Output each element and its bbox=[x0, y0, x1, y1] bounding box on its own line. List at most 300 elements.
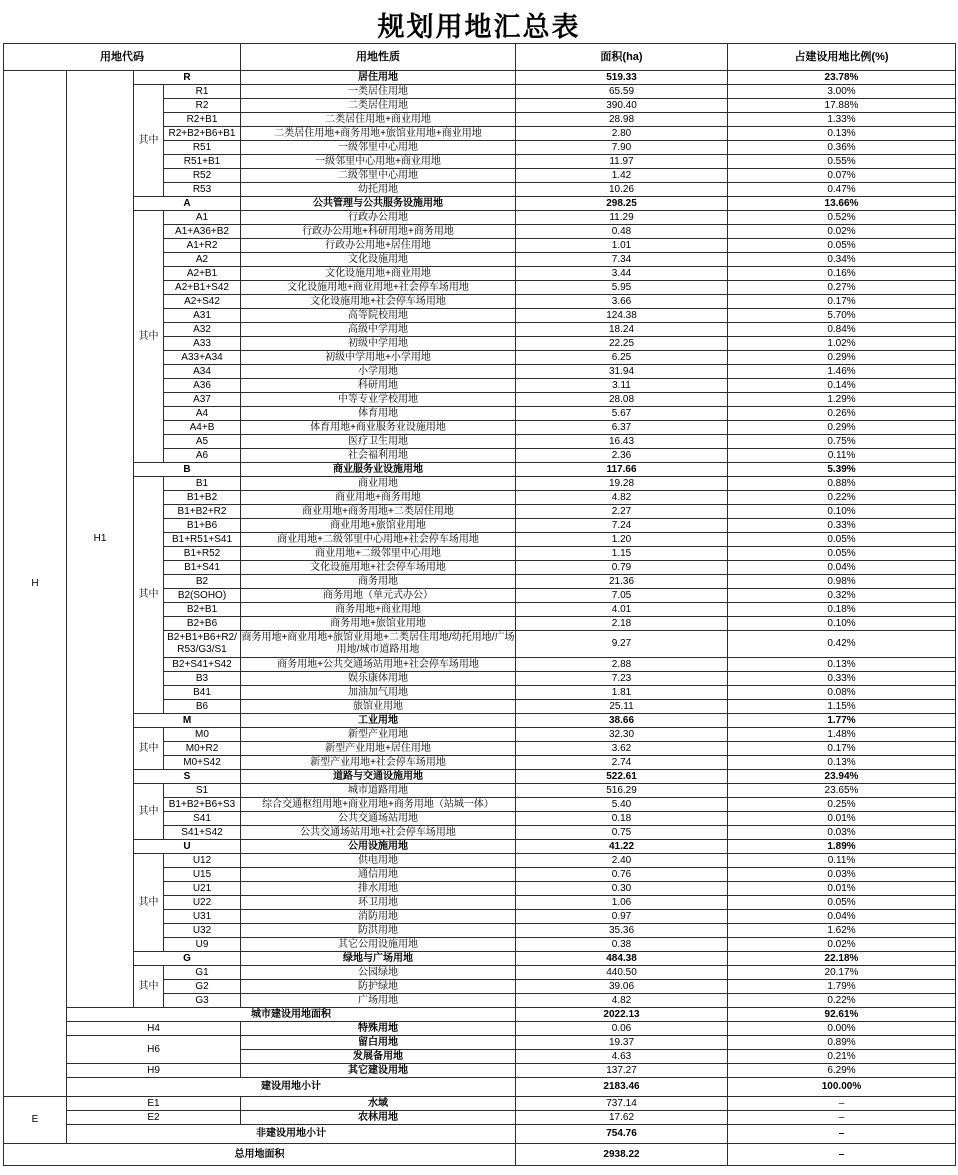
nature-cell: 商务用地+旅馆业用地 bbox=[241, 617, 516, 631]
pct-cell: 0.05% bbox=[728, 547, 956, 561]
pct-cell: 22.18% bbox=[728, 952, 956, 966]
among-cell: 其中 bbox=[134, 728, 164, 770]
among-cell: 其中 bbox=[134, 784, 164, 840]
nature-cell: 文化设施用地+社会停车场用地 bbox=[241, 295, 516, 309]
code-cell: U22 bbox=[164, 896, 241, 910]
area-cell: 2.18 bbox=[516, 617, 728, 631]
area-cell: 2.27 bbox=[516, 505, 728, 519]
code-cell: B2(SOHO) bbox=[164, 589, 241, 603]
code-cell: A1 bbox=[164, 211, 241, 225]
area-cell: 25.11 bbox=[516, 700, 728, 714]
among-cell: 其中 bbox=[134, 477, 164, 714]
nature-cell: 商业用地+二级邻里中心用地 bbox=[241, 547, 516, 561]
pct-cell: 0.84% bbox=[728, 323, 956, 337]
nature-cell: 中等专业学校用地 bbox=[241, 393, 516, 407]
code-cell: H6 bbox=[67, 1036, 241, 1064]
nature-cell: 医疗卫生用地 bbox=[241, 435, 516, 449]
area-cell: 737.14 bbox=[516, 1097, 728, 1111]
area-cell: 7.23 bbox=[516, 672, 728, 686]
pct-cell: 1.33% bbox=[728, 113, 956, 127]
area-cell: 0.30 bbox=[516, 882, 728, 896]
area-cell: 4.01 bbox=[516, 603, 728, 617]
nature-cell: 社会福利用地 bbox=[241, 449, 516, 463]
code-cell: U21 bbox=[164, 882, 241, 896]
pct-cell: 0.33% bbox=[728, 519, 956, 533]
nature-cell: 商务用地+公共交通场站用地+社会停车场用地 bbox=[241, 658, 516, 672]
area-cell: 16.43 bbox=[516, 435, 728, 449]
pct-cell: 20.17% bbox=[728, 966, 956, 980]
table-row bbox=[4, 211, 956, 225]
nature-cell: 娱乐康体用地 bbox=[241, 672, 516, 686]
table-row bbox=[4, 728, 956, 742]
area-cell: 19.37 bbox=[516, 1036, 728, 1050]
nature-cell: 小学用地 bbox=[241, 365, 516, 379]
table-row bbox=[4, 714, 956, 728]
nature-cell: 留白用地 bbox=[241, 1036, 516, 1050]
code-cell: S41 bbox=[164, 812, 241, 826]
nature-cell: 加油加气用地 bbox=[241, 686, 516, 700]
table-row bbox=[4, 1125, 956, 1144]
code-cell: B2 bbox=[164, 575, 241, 589]
code-cell: A33 bbox=[164, 337, 241, 351]
area-cell: 516.29 bbox=[516, 784, 728, 798]
code-cell: B2+B1+B6+R2/R53/G3/S1 bbox=[164, 631, 241, 658]
code-cell: B1+R52 bbox=[164, 547, 241, 561]
code-cell: A34 bbox=[164, 365, 241, 379]
area-cell: 65.59 bbox=[516, 85, 728, 99]
nature-cell: 广场用地 bbox=[241, 994, 516, 1008]
pct-cell: 0.05% bbox=[728, 239, 956, 253]
nature-cell: 文化设施用地+商业用地+社会停车场用地 bbox=[241, 281, 516, 295]
code-cell: R2+B2+B6+B1 bbox=[164, 127, 241, 141]
nature-cell: 科研用地 bbox=[241, 379, 516, 393]
pct-cell: 1.48% bbox=[728, 728, 956, 742]
pct-cell: 92.61% bbox=[728, 1008, 956, 1022]
code-cell: A31 bbox=[164, 309, 241, 323]
code-cell: R53 bbox=[164, 183, 241, 197]
area-cell: 2.80 bbox=[516, 127, 728, 141]
nature-cell: 城市道路用地 bbox=[241, 784, 516, 798]
area-cell: 31.94 bbox=[516, 365, 728, 379]
code-cell: G3 bbox=[164, 994, 241, 1008]
code-cell: B41 bbox=[164, 686, 241, 700]
pct-cell: 0.75% bbox=[728, 435, 956, 449]
pct-cell: 1.02% bbox=[728, 337, 956, 351]
area-cell: 19.28 bbox=[516, 477, 728, 491]
pct-cell: 1.62% bbox=[728, 924, 956, 938]
nature-cell: 商务用地+商业用地 bbox=[241, 603, 516, 617]
area-cell: 22.25 bbox=[516, 337, 728, 351]
nature-cell: 公用设施用地 bbox=[241, 840, 516, 854]
area-cell: 7.24 bbox=[516, 519, 728, 533]
area-cell: 0.97 bbox=[516, 910, 728, 924]
nature-cell: 二类居住用地+商业用地 bbox=[241, 113, 516, 127]
pct-cell: 0.07% bbox=[728, 169, 956, 183]
nature-cell: 新型产业用地 bbox=[241, 728, 516, 742]
table-row bbox=[4, 840, 956, 854]
nature-cell: 道路与交通设施用地 bbox=[241, 770, 516, 784]
pct-cell: 0.00% bbox=[728, 1022, 956, 1036]
pct-cell: 1.29% bbox=[728, 393, 956, 407]
area-cell: 2183.46 bbox=[516, 1078, 728, 1097]
code-cell: H4 bbox=[67, 1022, 241, 1036]
among-cell: 其中 bbox=[134, 854, 164, 952]
pct-cell: 0.26% bbox=[728, 407, 956, 421]
nature-cell: 公共交通场站用地+社会停车场用地 bbox=[241, 826, 516, 840]
code-cell: A1+R2 bbox=[164, 239, 241, 253]
nature-cell: 一类居住用地 bbox=[241, 85, 516, 99]
nature-cell: 文化设施用地 bbox=[241, 253, 516, 267]
area-cell: 0.79 bbox=[516, 561, 728, 575]
section-h1-cell: H1 bbox=[67, 71, 134, 1008]
pct-cell: 0.13% bbox=[728, 127, 956, 141]
area-cell: 1.06 bbox=[516, 896, 728, 910]
nature-cell: 新型产业用地+居住用地 bbox=[241, 742, 516, 756]
table-body bbox=[4, 71, 956, 1166]
code-cell: G bbox=[134, 952, 241, 966]
nature-cell: 消防用地 bbox=[241, 910, 516, 924]
area-cell: 298.25 bbox=[516, 197, 728, 211]
area-cell: 0.76 bbox=[516, 868, 728, 882]
area-cell: 5.95 bbox=[516, 281, 728, 295]
pct-cell: – bbox=[728, 1144, 956, 1166]
code-cell: U12 bbox=[164, 854, 241, 868]
nature-cell: 二类居住用地+商务用地+旅馆业用地+商业用地 bbox=[241, 127, 516, 141]
pct-cell: 0.02% bbox=[728, 225, 956, 239]
header-row bbox=[4, 44, 956, 71]
nature-cell: 商业服务业设施用地 bbox=[241, 463, 516, 477]
code-cell: M0 bbox=[164, 728, 241, 742]
pct-cell: 0.36% bbox=[728, 141, 956, 155]
nature-cell: 初级中学用地+小学用地 bbox=[241, 351, 516, 365]
area-cell: 124.38 bbox=[516, 309, 728, 323]
table-row bbox=[4, 71, 956, 85]
code-cell: A2+B1+S42 bbox=[164, 281, 241, 295]
pct-cell: – bbox=[728, 1125, 956, 1144]
area-cell: 11.29 bbox=[516, 211, 728, 225]
nature-cell: 商业用地+商务用地 bbox=[241, 491, 516, 505]
nature-cell: 一级邻里中心用地 bbox=[241, 141, 516, 155]
nature-cell: 水域 bbox=[241, 1097, 516, 1111]
nature-cell: 旅馆业用地 bbox=[241, 700, 516, 714]
area-cell: 2938.22 bbox=[516, 1144, 728, 1166]
pct-cell: 3.00% bbox=[728, 85, 956, 99]
pct-cell: 1.15% bbox=[728, 700, 956, 714]
pct-cell: 1.77% bbox=[728, 714, 956, 728]
nature-cell: 通信用地 bbox=[241, 868, 516, 882]
pct-cell: 0.29% bbox=[728, 351, 956, 365]
area-cell: 2.74 bbox=[516, 756, 728, 770]
area-cell: 28.08 bbox=[516, 393, 728, 407]
header-area: 面积(ha) bbox=[516, 44, 728, 71]
area-cell: 0.18 bbox=[516, 812, 728, 826]
nature-cell: 行政办公用地+科研用地+商务用地 bbox=[241, 225, 516, 239]
code-cell: M0+R2 bbox=[164, 742, 241, 756]
code-cell: B1+R51+S41 bbox=[164, 533, 241, 547]
pct-cell: 0.11% bbox=[728, 449, 956, 463]
area-cell: 32.30 bbox=[516, 728, 728, 742]
pct-cell: 0.22% bbox=[728, 491, 956, 505]
area-cell: 440.50 bbox=[516, 966, 728, 980]
pct-cell: 1.79% bbox=[728, 980, 956, 994]
table-row bbox=[4, 197, 956, 211]
code-cell: R52 bbox=[164, 169, 241, 183]
nature-cell: 居住用地 bbox=[241, 71, 516, 85]
code-cell: R1 bbox=[164, 85, 241, 99]
pct-cell: 0.42% bbox=[728, 631, 956, 658]
pct-cell: 23.65% bbox=[728, 784, 956, 798]
pct-cell: 5.70% bbox=[728, 309, 956, 323]
area-cell: 390.40 bbox=[516, 99, 728, 113]
nature-cell: 商业用地+商务用地+二类居住用地 bbox=[241, 505, 516, 519]
area-cell: 7.90 bbox=[516, 141, 728, 155]
area-cell: 117.66 bbox=[516, 463, 728, 477]
table-row bbox=[4, 770, 956, 784]
nature-cell: 文化设施用地+商业用地 bbox=[241, 267, 516, 281]
pct-cell: 0.03% bbox=[728, 868, 956, 882]
code-cell: U9 bbox=[164, 938, 241, 952]
code-cell: A4+B bbox=[164, 421, 241, 435]
pct-cell: 23.78% bbox=[728, 71, 956, 85]
nature-cell: 新型产业用地+社会停车场用地 bbox=[241, 756, 516, 770]
code-cell: M bbox=[134, 714, 241, 728]
area-cell: 3.44 bbox=[516, 267, 728, 281]
nature-cell: 初级中学用地 bbox=[241, 337, 516, 351]
pct-cell: 100.00% bbox=[728, 1078, 956, 1097]
code-cell: M0+S42 bbox=[164, 756, 241, 770]
pct-cell: 0.17% bbox=[728, 295, 956, 309]
header-code: 用地代码 bbox=[4, 44, 241, 71]
summary-label-cell: 城市建设用地面积 bbox=[67, 1008, 516, 1022]
pct-cell: 0.27% bbox=[728, 281, 956, 295]
code-cell: R51 bbox=[164, 141, 241, 155]
pct-cell: 0.04% bbox=[728, 561, 956, 575]
area-cell: 18.24 bbox=[516, 323, 728, 337]
nature-cell: 商业用地+二级邻里中心用地+社会停车场用地 bbox=[241, 533, 516, 547]
area-cell: 519.33 bbox=[516, 71, 728, 85]
pct-cell: 0.33% bbox=[728, 672, 956, 686]
code-cell: S bbox=[134, 770, 241, 784]
pct-cell: 0.34% bbox=[728, 253, 956, 267]
among-cell: 其中 bbox=[134, 211, 164, 463]
code-cell: E1 bbox=[67, 1097, 241, 1111]
pct-cell: 0.32% bbox=[728, 589, 956, 603]
nature-cell: 公共交通场站用地 bbox=[241, 812, 516, 826]
pct-cell: 1.46% bbox=[728, 365, 956, 379]
summary-label-cell: 建设用地小计 bbox=[67, 1078, 516, 1097]
nature-cell: 商业用地+旅馆业用地 bbox=[241, 519, 516, 533]
nature-cell: 二类居住用地 bbox=[241, 99, 516, 113]
pct-cell: 6.29% bbox=[728, 1064, 956, 1078]
nature-cell: 防洪用地 bbox=[241, 924, 516, 938]
pct-cell: 0.47% bbox=[728, 183, 956, 197]
pct-cell: 0.11% bbox=[728, 854, 956, 868]
pct-cell: 0.01% bbox=[728, 882, 956, 896]
pct-cell: 0.88% bbox=[728, 477, 956, 491]
code-cell: B1+B6 bbox=[164, 519, 241, 533]
nature-cell: 其它建设用地 bbox=[241, 1064, 516, 1078]
code-cell: B2+S41+S42 bbox=[164, 658, 241, 672]
code-cell: A4 bbox=[164, 407, 241, 421]
code-cell: A37 bbox=[164, 393, 241, 407]
nature-cell: 高级中学用地 bbox=[241, 323, 516, 337]
nature-cell: 幼托用地 bbox=[241, 183, 516, 197]
table-row bbox=[4, 85, 956, 99]
area-cell: 5.40 bbox=[516, 798, 728, 812]
area-cell: 4.82 bbox=[516, 491, 728, 505]
code-cell: B1+B2+B6+S3 bbox=[164, 798, 241, 812]
code-cell: B1+S41 bbox=[164, 561, 241, 575]
pct-cell: 0.18% bbox=[728, 603, 956, 617]
code-cell: B bbox=[134, 463, 241, 477]
area-cell: 754.76 bbox=[516, 1125, 728, 1144]
pct-cell: 0.29% bbox=[728, 421, 956, 435]
pct-cell: 0.21% bbox=[728, 1050, 956, 1064]
area-cell: 10.26 bbox=[516, 183, 728, 197]
area-cell: 41.22 bbox=[516, 840, 728, 854]
area-cell: 2.36 bbox=[516, 449, 728, 463]
pct-cell: 0.25% bbox=[728, 798, 956, 812]
nature-cell: 商务用地（单元式办公） bbox=[241, 589, 516, 603]
code-cell: B3 bbox=[164, 672, 241, 686]
pct-cell: – bbox=[728, 1111, 956, 1125]
code-cell: B1+B2+R2 bbox=[164, 505, 241, 519]
code-cell: R bbox=[134, 71, 241, 85]
nature-cell: 排水用地 bbox=[241, 882, 516, 896]
nature-cell: 行政办公用地+居住用地 bbox=[241, 239, 516, 253]
summary-label-cell: 总用地面积 bbox=[4, 1144, 516, 1166]
nature-cell: 工业用地 bbox=[241, 714, 516, 728]
code-cell: B1+B2 bbox=[164, 491, 241, 505]
pct-cell: 0.17% bbox=[728, 742, 956, 756]
area-cell: 7.05 bbox=[516, 589, 728, 603]
table-row bbox=[4, 784, 956, 798]
nature-cell: 二级邻里中心用地 bbox=[241, 169, 516, 183]
nature-cell: 体育用地 bbox=[241, 407, 516, 421]
pct-cell: 0.13% bbox=[728, 756, 956, 770]
code-cell: B2+B1 bbox=[164, 603, 241, 617]
table-row bbox=[4, 1144, 956, 1166]
area-cell: 1.20 bbox=[516, 533, 728, 547]
pct-cell: 0.04% bbox=[728, 910, 956, 924]
area-cell: 4.63 bbox=[516, 1050, 728, 1064]
area-cell: 2022.13 bbox=[516, 1008, 728, 1022]
table-row bbox=[4, 477, 956, 491]
nature-cell: 发展备用地 bbox=[241, 1050, 516, 1064]
page-title: 规划用地汇总表 bbox=[377, 11, 581, 42]
area-cell: 2.40 bbox=[516, 854, 728, 868]
table-row bbox=[4, 854, 956, 868]
table-row bbox=[4, 952, 956, 966]
section-e-cell: E bbox=[4, 1097, 67, 1144]
area-cell: 2.88 bbox=[516, 658, 728, 672]
nature-cell: 商务用地 bbox=[241, 575, 516, 589]
area-cell: 38.66 bbox=[516, 714, 728, 728]
pct-cell: 0.52% bbox=[728, 211, 956, 225]
table-row bbox=[4, 1022, 956, 1036]
header-nature: 用地性质 bbox=[241, 44, 516, 71]
code-cell: A2+S42 bbox=[164, 295, 241, 309]
area-cell: 3.66 bbox=[516, 295, 728, 309]
code-cell: A2 bbox=[164, 253, 241, 267]
pct-cell: 17.88% bbox=[728, 99, 956, 113]
land-use-summary-table bbox=[3, 43, 956, 1166]
nature-cell: 绿地与广场用地 bbox=[241, 952, 516, 966]
pct-cell: 0.98% bbox=[728, 575, 956, 589]
table-row bbox=[4, 1008, 956, 1022]
code-cell: B2+B6 bbox=[164, 617, 241, 631]
nature-cell: 其它公用设施用地 bbox=[241, 938, 516, 952]
area-cell: 6.25 bbox=[516, 351, 728, 365]
pct-cell: 0.08% bbox=[728, 686, 956, 700]
code-cell: S1 bbox=[164, 784, 241, 798]
nature-cell: 公园绿地 bbox=[241, 966, 516, 980]
code-cell: S41+S42 bbox=[164, 826, 241, 840]
pct-cell: 0.22% bbox=[728, 994, 956, 1008]
table-row bbox=[4, 1078, 956, 1097]
pct-cell: 5.39% bbox=[728, 463, 956, 477]
code-cell: H9 bbox=[67, 1064, 241, 1078]
pct-cell: 13.66% bbox=[728, 197, 956, 211]
area-cell: 3.62 bbox=[516, 742, 728, 756]
code-cell: R2+B1 bbox=[164, 113, 241, 127]
area-cell: 4.82 bbox=[516, 994, 728, 1008]
area-cell: 6.37 bbox=[516, 421, 728, 435]
area-cell: 1.01 bbox=[516, 239, 728, 253]
nature-cell: 综合交通枢纽用地+商业用地+商务用地（站城一体） bbox=[241, 798, 516, 812]
area-cell: 39.06 bbox=[516, 980, 728, 994]
nature-cell: 一级邻里中心用地+商业用地 bbox=[241, 155, 516, 169]
area-cell: 0.38 bbox=[516, 938, 728, 952]
code-cell: G1 bbox=[164, 966, 241, 980]
code-cell: A bbox=[134, 197, 241, 211]
code-cell: A32 bbox=[164, 323, 241, 337]
header-pct: 占建设用地比例(%) bbox=[728, 44, 956, 71]
nature-cell: 商业用地 bbox=[241, 477, 516, 491]
code-cell: A2+B1 bbox=[164, 267, 241, 281]
area-cell: 522.61 bbox=[516, 770, 728, 784]
area-cell: 3.11 bbox=[516, 379, 728, 393]
code-cell: A33+A34 bbox=[164, 351, 241, 365]
nature-cell: 环卫用地 bbox=[241, 896, 516, 910]
area-cell: 0.06 bbox=[516, 1022, 728, 1036]
code-cell: G2 bbox=[164, 980, 241, 994]
table-row bbox=[4, 1111, 956, 1125]
nature-cell: 特殊用地 bbox=[241, 1022, 516, 1036]
pct-cell: 0.03% bbox=[728, 826, 956, 840]
pct-cell: 0.89% bbox=[728, 1036, 956, 1050]
code-cell: R51+B1 bbox=[164, 155, 241, 169]
nature-cell: 行政办公用地 bbox=[241, 211, 516, 225]
pct-cell: 23.94% bbox=[728, 770, 956, 784]
among-cell: 其中 bbox=[134, 85, 164, 197]
code-cell: A1+A36+B2 bbox=[164, 225, 241, 239]
area-cell: 1.81 bbox=[516, 686, 728, 700]
code-cell: B6 bbox=[164, 700, 241, 714]
table-row bbox=[4, 463, 956, 477]
code-cell: U32 bbox=[164, 924, 241, 938]
among-cell: 其中 bbox=[134, 966, 164, 1008]
pct-cell: 0.10% bbox=[728, 505, 956, 519]
code-cell: U bbox=[134, 840, 241, 854]
code-cell: U15 bbox=[164, 868, 241, 882]
nature-cell: 供电用地 bbox=[241, 854, 516, 868]
pct-cell: 0.02% bbox=[728, 938, 956, 952]
area-cell: 0.48 bbox=[516, 225, 728, 239]
nature-cell: 商务用地+商业用地+旅馆业用地+二类居住用地/幼托用地/广场用地/城市道路用地 bbox=[241, 631, 516, 658]
nature-cell: 防护绿地 bbox=[241, 980, 516, 994]
area-cell: 1.42 bbox=[516, 169, 728, 183]
